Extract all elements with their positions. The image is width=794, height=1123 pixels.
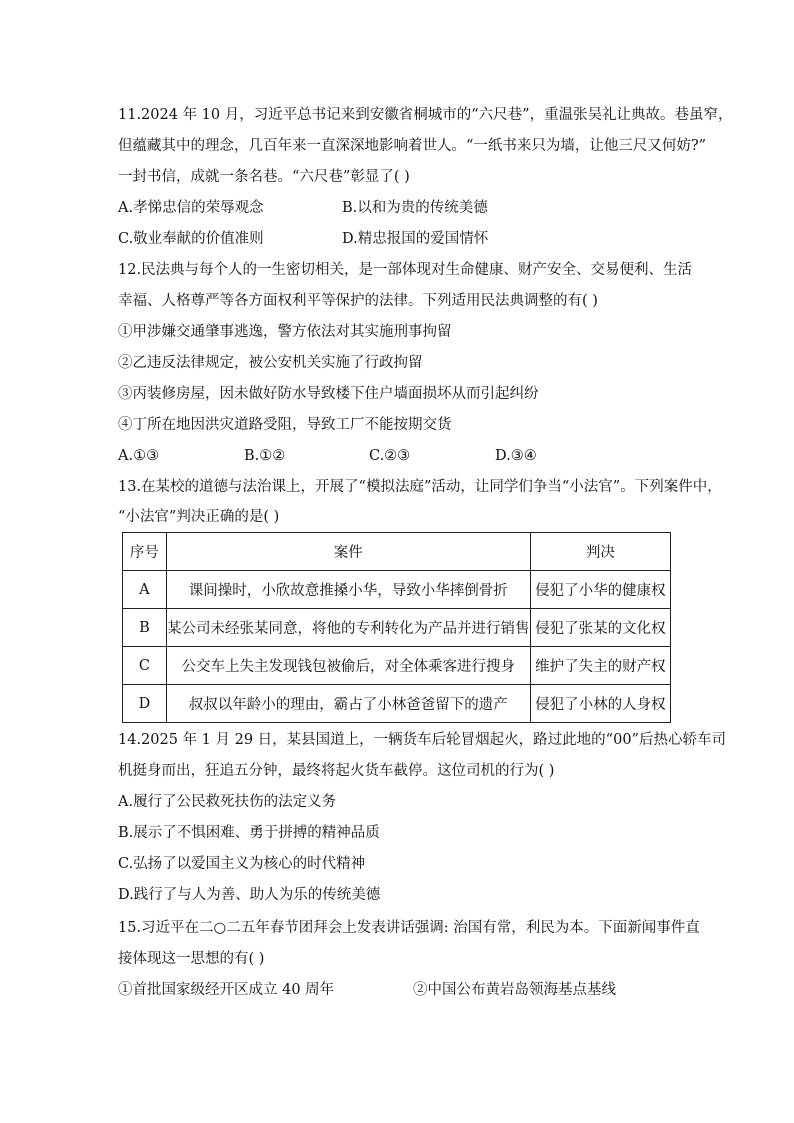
q15-stem-line-2: 接体现这一思想的有( ) [118,951,265,967]
row-index: D [123,685,167,723]
row-verdict: 维护了失主的财产权 [530,647,670,685]
table-row [123,647,671,685]
q11-option-a: A.孝悌忠信的荣辱观念 [118,200,264,216]
row-case: 公交车上失主发现钱包被偷后，对全体乘客进行搜身 [166,647,530,685]
q12-item-3: ③丙装修房屋，因未做好防水导致楼下住户墙面损坏从而引起纠纷 [118,386,539,402]
table-header-row [123,533,671,571]
q15-item-1: ①首批国家级经开区成立 40 周年 [118,982,335,998]
q14-option-b: B.展示了不惧困难、勇于拼搏的精神品质 [118,825,380,841]
q11-option-d: D.精忠报国的爱国情怀 [342,231,489,247]
q12-stem-line-2: 幸福、人格尊严等各方面权利平等保护的法律。下列适用民法典调整的有( ) [118,293,598,309]
row-index: B [123,609,167,647]
q12-option-c: C.②③ [369,448,411,464]
q14-stem-line-1: 14.2025 年 1 月 29 日，某县国道上，一辆货车后轮冒烟起火，路过此地的“00”后热心轿车司 [118,732,726,748]
row-case: 课间操时，小欣故意推搡小华，导致小华摔倒骨折 [166,571,530,609]
q11-stem-line-1: 11.2024 年 10 月，习近平总书记来到安徽省桐城市的“六尺巷”，重温张吴礼让典故。巷虽窄， [118,107,733,123]
q12-item-2: ②乙违反法律规定，被公安机关实施了行政拘留 [118,355,423,371]
row-verdict: 侵犯了张某的文化权 [530,609,670,647]
header-verdict: 判决 [530,533,670,571]
row-index: C [123,647,167,685]
q11-stem-line-3: 一封书信，成就一条名巷。“六尺巷”彰显了( ) [118,169,410,185]
table-row [123,685,671,723]
q12-item-4: ④丁所在地因洪灾道路受阻，导致工厂不能按期交货 [118,417,452,433]
header-index: 序号 [123,533,167,571]
q11-option-b: B.以和为贵的传统美德 [342,200,488,216]
table-row [123,609,671,647]
q14-option-a: A.履行了公民救死扶伤的法定义务 [118,794,337,810]
q12-option-d: D.③④ [495,448,537,464]
table-row [123,571,671,609]
q12-option-a: A.①③ [118,448,160,464]
q14-option-c: C.弘扬了以爱国主义为核心的时代精神 [118,856,366,872]
q12-stem-line-1: 12.民法典与每个人的一生密切相关，是一部体现对生命健康、财产安全、交易便利、生活 [118,262,693,278]
row-verdict: 侵犯了小华的健康权 [530,571,670,609]
q12-option-b: B.①② [244,448,286,464]
row-case: 某公司未经张某同意，将他的专利转化为产品并进行销售 [166,609,530,647]
header-case: 案件 [166,533,530,571]
q13-case-table [122,532,671,723]
q13-stem-line-2: “小法官”判决正确的是( ) [118,509,280,525]
q15-stem-line-1: 15.习近平在二○二五年春节团拜会上发表讲话强调: 治国有常，利民为本。下面新闻事件直 [118,920,700,936]
q14-option-d: D.践行了与人为善、助人为乐的传统美德 [118,887,381,903]
q13-stem-line-1: 13.在某校的道德与法治课上，开展了“模拟法庭”活动，让同学们争当“小法官”。下列案件中， [118,479,722,495]
q11-option-c: C.敬业奉献的价值准则 [118,231,264,247]
q12-item-1: ①甲涉嫌交通肇事逃逸，警方依法对其实施刑事拘留 [118,324,452,340]
row-case: 叔叔以年龄小的理由，霸占了小林爸爸留下的遗产 [166,685,530,723]
row-verdict: 侵犯了小林的人身权 [530,685,670,723]
q14-stem-line-2: 机挺身而出，狂追五分钟，最终将起火货车截停。这位司机的行为( ) [118,763,555,779]
row-index: A [123,571,167,609]
q15-item-2: ②中国公布黄岩岛领海基点基线 [413,982,616,998]
q11-stem-line-2: 但蕴藏其中的理念，几百年来一直深深地影响着世人。“一纸书来只为墙，让他三尺又何妨?” [118,138,707,154]
